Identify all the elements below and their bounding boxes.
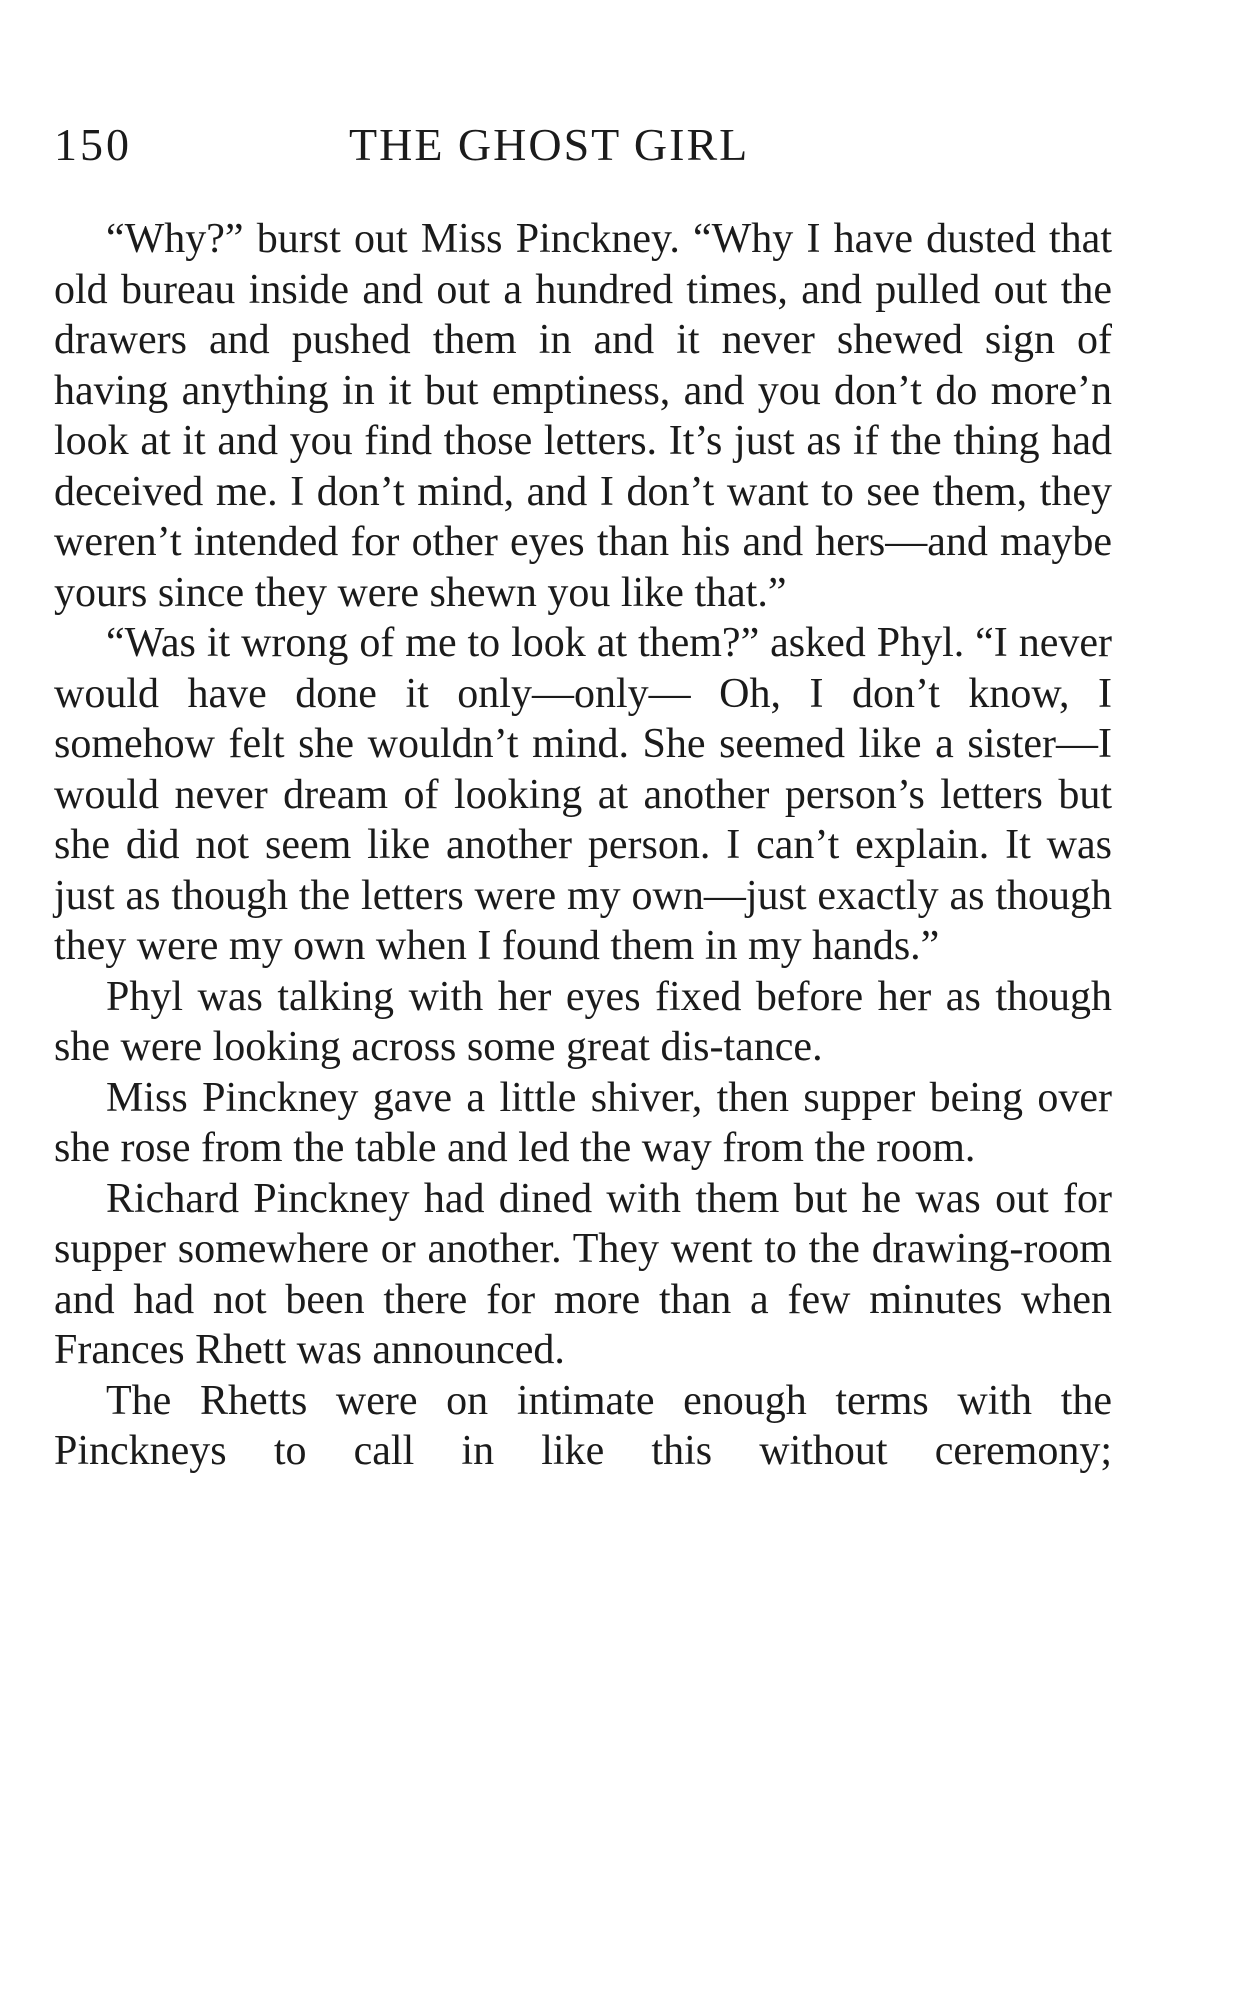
- body-text: [54, 214, 1112, 1477]
- paragraph-richard-pinckney: Richard Pinckney had dined with them but he was out for supper somewhere or another. They went to the drawing-room and had not been there for more than a few minutes when Frances Rhett was announced.: [54, 1175, 1112, 1373]
- page-number: 150: [54, 119, 132, 170]
- page-header: [54, 118, 1114, 188]
- paragraph-miss-pinckney-shiver: Miss Pinckney gave a little shiver, then supper being over she rose from the table and led the way from the room.: [54, 1074, 1112, 1171]
- paragraph-phyl-distance: Phyl was talking with her eyes fixed before her as though she were looking across some great dis-tance.: [54, 973, 1112, 1070]
- paragraph-rhetts-ceremony: The Rhetts were on intimate enough terms with the Pinckneys to call in like this without ceremony;: [54, 1377, 1112, 1474]
- paragraph-phyl-question: “Was it wrong of me to look at them?” asked Phyl. “I never would have done it only—only— Oh, I don’t know, I somehow felt she wouldn’t mind. She seemed like a sister—I would never dream of looking at another person’s letters but she did not seem like another person. I can’t explain. It was just as though the letters were my own—just exactly as though they were my own when I found them in my hands.”: [54, 620, 1112, 969]
- paragraph-bureau-letters: “Why?” burst out Miss Pinckney. “Why I have dusted that old bureau inside and out a hundred times, and pulled out the drawers and pushed them in and it never shewed sign of having anything in it but emptiness, and you don’t do more’n look at it and you find those letters. It’s just as if the thing had deceived me. I don’t mind, and I don’t want to see them, they weren’t intended for other eyes than his and hers—and maybe yours since they were shewn you like that.”: [54, 216, 1112, 616]
- running-title: THE GHOST GIRL: [349, 119, 750, 170]
